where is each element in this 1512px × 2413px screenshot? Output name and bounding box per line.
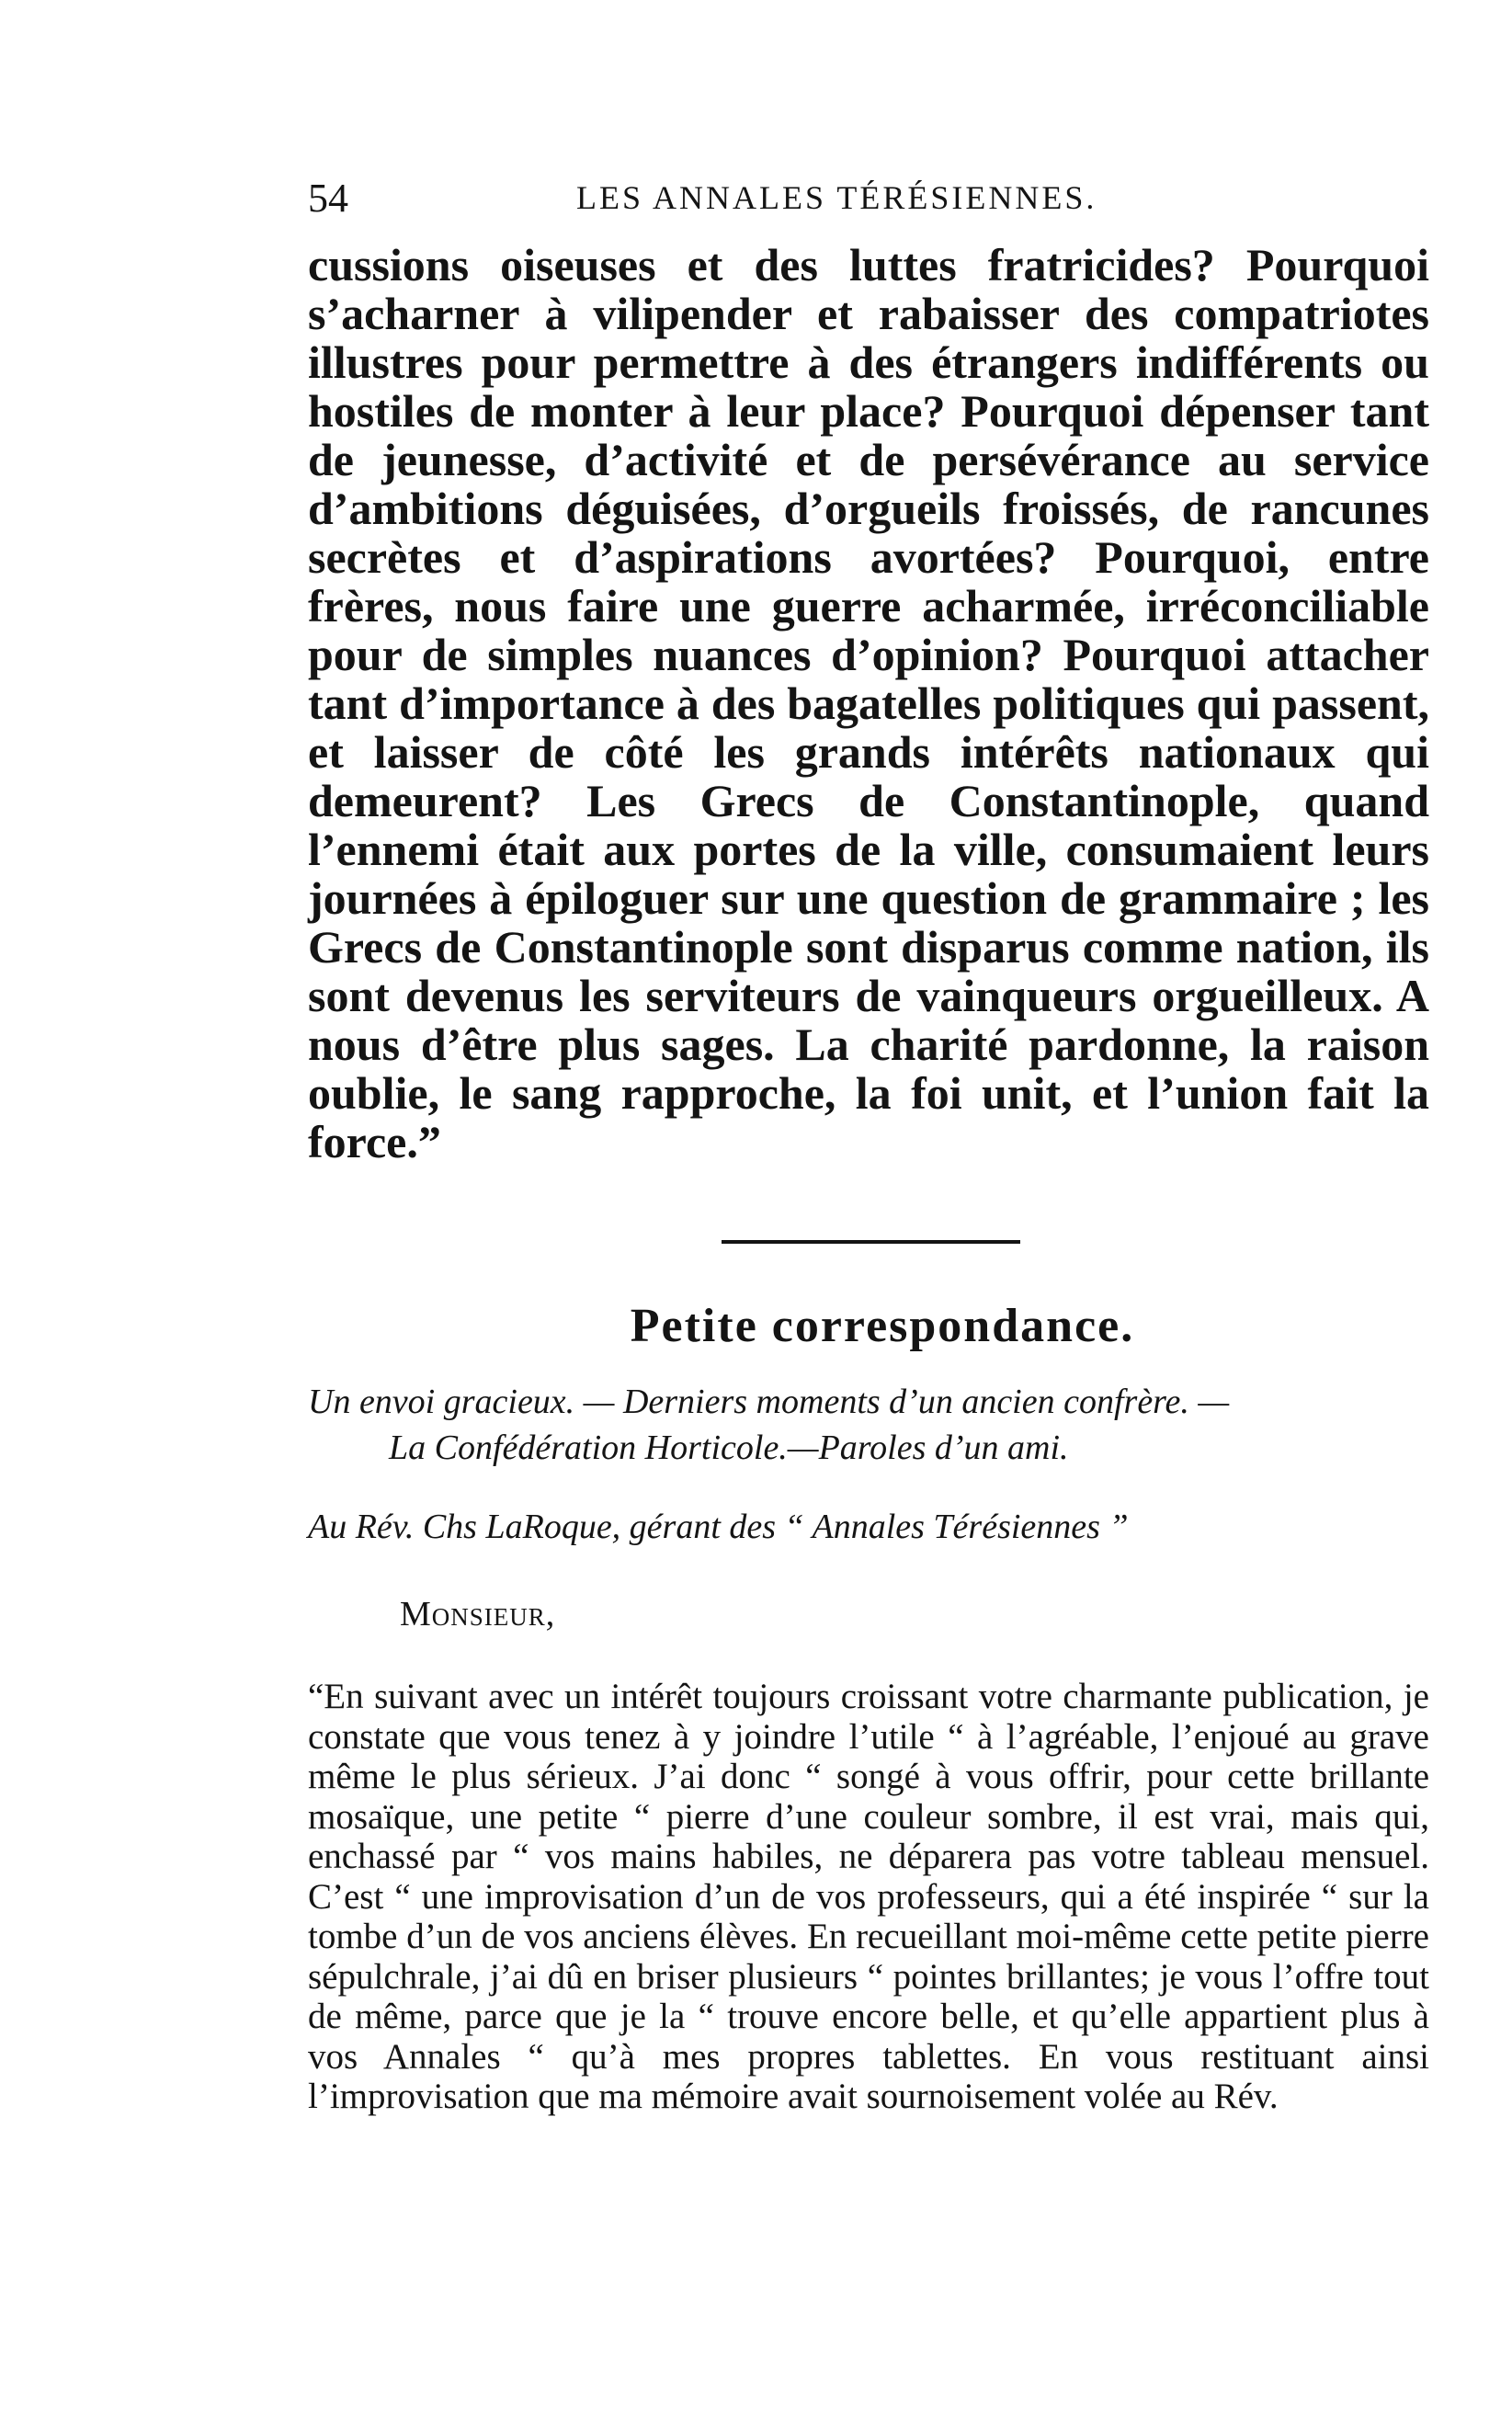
page-number: 54 <box>308 176 348 221</box>
summary-line-2: La Confédération Horticole.—Paroles d’un ami. <box>389 1428 1069 1467</box>
section-summary <box>308 1379 1429 1471</box>
section-divider <box>722 1240 1020 1244</box>
letter-salutation: Monsieur, <box>400 1595 556 1633</box>
book-page <box>308 165 1429 2153</box>
letter-paragraph: “En suivant avec un intérêt toujours croissant votre charmante publication, je constate que vous tenez à y joindre l’utile “ à l’agréable, l’enjoué au grave même le plus sérieux. J’ai donc “ songé à vous offrir, pour cette brillante mosaïque, une petite “ pierre d’une couleur sombre, il est vrai, mais qui, enchassé par “ vos mains habiles, ne déparera pas votre tableau mensuel. C’est “ une improvisation d’un de vos professeurs, qui a été inspirée “ sur la tombe d’un de vos anciens élèves. En recueillant moi-même cette petite pierre sépulchrale, j’ai dû en briser plusieurs “ pointes brillantes; je vous l’offre tout de même, parce que je la “ trouve encore belle, et qu’elle appartient plus à vos Annales “ qu’à mes propres tablettes. En vous restituant ainsi l’improvisation que ma mémoire avait sournoisement volée au Rév. <box>308 1677 1429 2116</box>
summary-line-1: Un envoi gracieux. — Derniers moments d’un ancien confrère. — <box>308 1383 1230 1421</box>
journal-title: LES ANNALES TÉRÉSIENNES. <box>576 179 1097 216</box>
running-head <box>308 165 1429 221</box>
section-title: Petite correspondance. <box>630 1300 1135 1352</box>
letter-address: Au Rév. Chs LaRoque, gérant des “ Annales Térésiennes ” <box>308 1508 1129 1546</box>
body-paragraph: cussions oiseuses et des luttes fratricides? Pourquoi s’acharner à vilipender et rabaisser des compatriotes illustres pour permettre à des étrangers indifférents ou hostiles de monter à leur place? Pourquoi dépenser tant de jeunesse, d’activité et de persévérance au service d’ambitions déguisées, d’orgueils froissés, de rancunes secrètes et d’aspirations avortées? Pourquoi, entre frères, nous faire une guerre acharmée, irréconciliable pour de simples nuances d’opinion? Pourquoi attacher tant d’importance à des bagatelles politiques qui passent, et laisser de côté les grands intérêts nationaux qui demeurent? Les Grecs de Constantinople, quand l’ennemi était aux portes de la ville, consumaient leurs journées à épiloguer sur une question de grammaire ; les Grecs de Constantinople sont disparus comme nation, ils sont devenus les serviteurs de vainqueurs orgueilleux. A nous d’être plus sages. La charité pardonne, la raison oublie, le sang rapproche, la foi unit, et l’union fait la force.” <box>308 239 1429 1167</box>
